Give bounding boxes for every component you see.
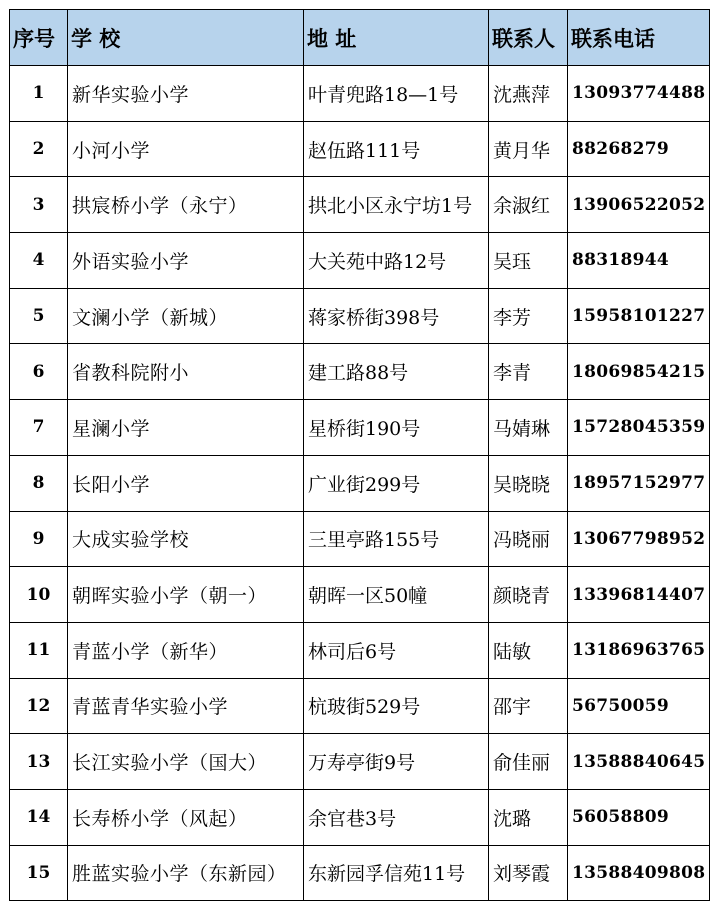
table-row: [10, 288, 710, 344]
table-row: [10, 845, 710, 901]
row-address: 叶青兜路18—1号: [304, 66, 489, 122]
row-no: 7: [10, 400, 68, 456]
row-contact: 李芳: [489, 288, 568, 344]
header-row: [10, 10, 710, 66]
row-school: 星澜小学: [68, 400, 304, 456]
row-phone: 18069854215: [568, 344, 710, 400]
table-row: [10, 66, 710, 122]
row-phone: 13186963765: [568, 622, 710, 678]
row-school: 青蓝青华实验小学: [68, 678, 304, 734]
header-school: 学 校: [68, 10, 304, 66]
row-school: 长阳小学: [68, 455, 304, 511]
row-school: 文澜小学（新城）: [68, 288, 304, 344]
row-school: 大成实验学校: [68, 511, 304, 567]
row-address: 蒋家桥街398号: [304, 288, 489, 344]
header-contact: 联系人: [489, 10, 568, 66]
row-no: 5: [10, 288, 68, 344]
row-phone: 88318944: [568, 233, 710, 289]
row-address: 大关苑中路12号: [304, 233, 489, 289]
table-row: [10, 400, 710, 456]
row-contact: 李青: [489, 344, 568, 400]
row-address: 万寿亭街9号: [304, 734, 489, 790]
row-school: 新华实验小学: [68, 66, 304, 122]
row-no: 15: [10, 845, 68, 901]
row-address: 三里亭路155号: [304, 511, 489, 567]
row-contact: 俞佳丽: [489, 734, 568, 790]
row-school: 小河小学: [68, 121, 304, 177]
row-address: 朝晖一区50幢: [304, 567, 489, 623]
row-address: 赵伍路111号: [304, 121, 489, 177]
row-school: 长寿桥小学（风起）: [68, 789, 304, 845]
row-phone: 13067798952: [568, 511, 710, 567]
row-contact: 马婧琳: [489, 400, 568, 456]
row-contact: 陆敏: [489, 622, 568, 678]
row-phone: 18957152977: [568, 455, 710, 511]
row-no: 1: [10, 66, 68, 122]
table-row: [10, 344, 710, 400]
row-address: 广业街299号: [304, 455, 489, 511]
table-row: [10, 121, 710, 177]
row-no: 8: [10, 455, 68, 511]
row-address: 林司后6号: [304, 622, 489, 678]
row-no: 11: [10, 622, 68, 678]
row-phone: 13093774488: [568, 66, 710, 122]
row-phone: 13588409808: [568, 845, 710, 901]
row-phone: 13396814407: [568, 567, 710, 623]
row-no: 4: [10, 233, 68, 289]
row-school: 省教科院附小: [68, 344, 304, 400]
row-address: 余官巷3号: [304, 789, 489, 845]
row-no: 14: [10, 789, 68, 845]
header-address: 地 址: [304, 10, 489, 66]
table-row: [10, 678, 710, 734]
row-contact: 颜晓青: [489, 567, 568, 623]
row-no: 9: [10, 511, 68, 567]
row-phone: 15958101227: [568, 288, 710, 344]
table-row: [10, 567, 710, 623]
row-no: 13: [10, 734, 68, 790]
row-no: 3: [10, 177, 68, 233]
row-school: 长江实验小学（国大）: [68, 734, 304, 790]
row-contact: 余淑红: [489, 177, 568, 233]
row-contact: 刘琴霞: [489, 845, 568, 901]
row-school: 朝晖实验小学（朝一）: [68, 567, 304, 623]
row-phone: 13906522052: [568, 177, 710, 233]
table-row: [10, 511, 710, 567]
row-contact: 沈燕萍: [489, 66, 568, 122]
row-phone: 56058809: [568, 789, 710, 845]
row-school: 拱宸桥小学（永宁）: [68, 177, 304, 233]
row-contact: 邵宇: [489, 678, 568, 734]
row-address: 杭玻街529号: [304, 678, 489, 734]
row-address: 星桥街190号: [304, 400, 489, 456]
school-contact-table: [9, 9, 710, 901]
row-no: 2: [10, 121, 68, 177]
row-phone: 56750059: [568, 678, 710, 734]
row-school: 外语实验小学: [68, 233, 304, 289]
header-no: 序号: [10, 10, 68, 66]
row-address: 拱北小区永宁坊1号: [304, 177, 489, 233]
row-no: 6: [10, 344, 68, 400]
table-row: [10, 622, 710, 678]
table-row: [10, 177, 710, 233]
row-school: 胜蓝实验小学（东新园）: [68, 845, 304, 901]
row-address: 建工路88号: [304, 344, 489, 400]
row-no: 10: [10, 567, 68, 623]
table-row: [10, 455, 710, 511]
row-phone: 15728045359: [568, 400, 710, 456]
row-contact: 冯晓丽: [489, 511, 568, 567]
row-phone: 13588840645: [568, 734, 710, 790]
row-contact: 吴晓晓: [489, 455, 568, 511]
row-address: 东新园孚信苑11号: [304, 845, 489, 901]
row-school: 青蓝小学（新华）: [68, 622, 304, 678]
row-contact: 沈璐: [489, 789, 568, 845]
row-no: 12: [10, 678, 68, 734]
row-contact: 吴珏: [489, 233, 568, 289]
row-phone: 88268279: [568, 121, 710, 177]
table-row: [10, 233, 710, 289]
row-contact: 黄月华: [489, 121, 568, 177]
table-row: [10, 789, 710, 845]
table-row: [10, 734, 710, 790]
header-phone: 联系电话: [568, 10, 710, 66]
